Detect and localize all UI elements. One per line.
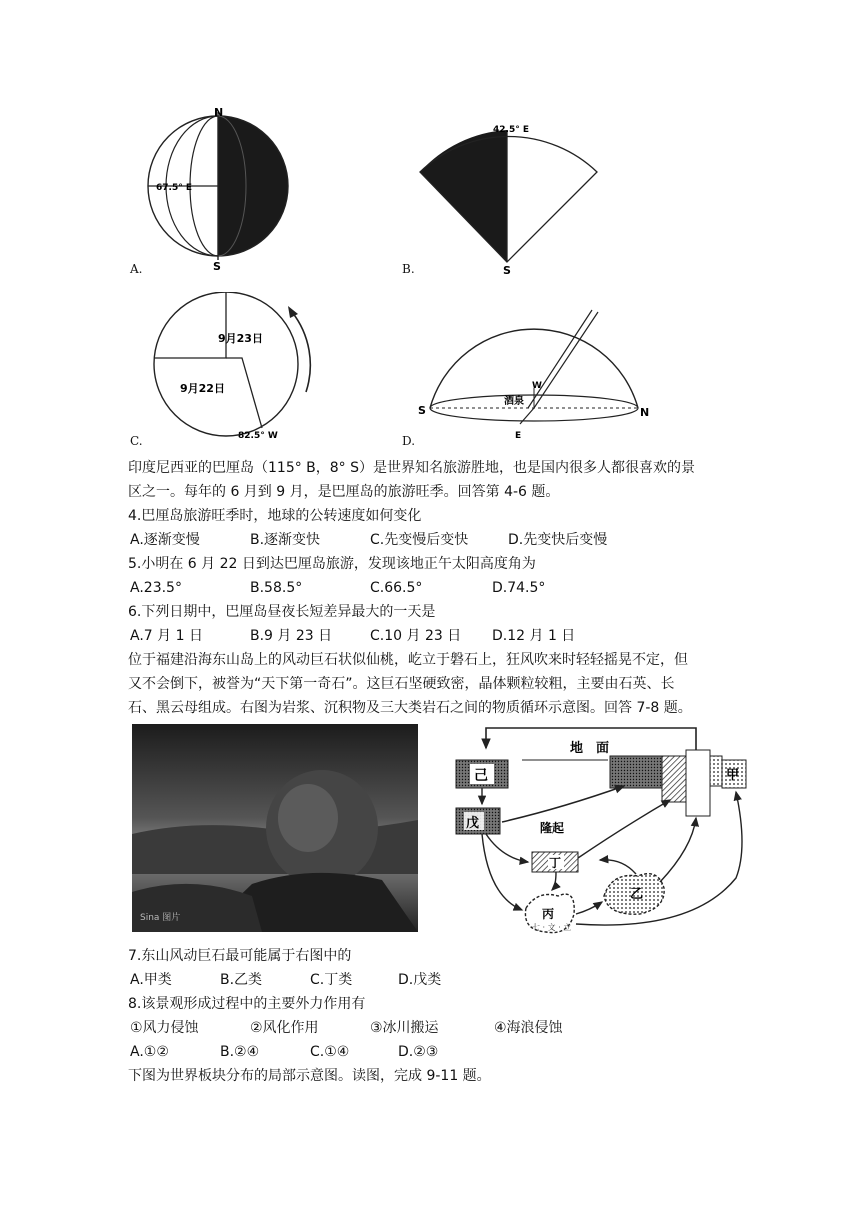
q8-item-2: ②风化作用 (250, 1020, 319, 1036)
figure-b-label: 42.5° E (493, 125, 529, 135)
intro1-line1: 印度尼西亚的巴厘岛（115° B，8° S）是世界知名旅游胜地，也是国内很多人都很喜欢的景 (128, 460, 696, 476)
figure-b-south: S (503, 264, 511, 277)
jia-label: 甲 (726, 768, 740, 783)
q8-item-3: ③冰川搬运 (370, 1020, 439, 1036)
q7-option-b[interactable]: B.乙类 (220, 972, 263, 988)
rock-photo (132, 724, 418, 932)
figure-a-letter: A. (130, 262, 143, 276)
wu-label: 戊 (466, 816, 480, 831)
question-8-stem: 8.该景观形成过程中的主要外力作用有 (128, 996, 366, 1012)
q5-option-d[interactable]: D.74.5° (492, 580, 546, 596)
q4-option-c[interactable]: C.先变慢后变快 (370, 532, 469, 548)
q8-item-4: ④海浪侵蚀 (494, 1020, 563, 1036)
q7-option-a[interactable]: A.甲类 (130, 972, 172, 988)
q6-option-d[interactable]: D.12 月 1 日 (492, 628, 576, 644)
figure-c-label-lon: 82.5° W (238, 431, 278, 441)
q4-option-d[interactable]: D.先变快后变慢 (508, 532, 608, 548)
figure-d-west: W (532, 381, 542, 391)
question-6-stem: 6.下列日期中，巴厘岛昼夜长短差异最大的一天是 (128, 604, 436, 620)
question-7-stem: 7.东山风动巨石最可能属于右图中的 (128, 948, 352, 964)
intro2-line2: 又不会倒下，被誉为“天下第一奇石”。这巨石坚硬致密，晶体颗粒较粗，主要由石英、长 (128, 676, 675, 692)
question-4-stem: 4.巴厘岛旅游旺季时，地球的公转速度如何变化 (128, 508, 422, 524)
figure-a-label: 67.5° E (156, 183, 192, 193)
figure-c (140, 292, 320, 442)
q8-option-d[interactable]: D.②③ (398, 1044, 439, 1060)
q5-option-b[interactable]: B.58.5° (250, 580, 303, 596)
ji-label: 己 (474, 768, 488, 784)
q6-option-b[interactable]: B.9 月 23 日 (250, 628, 333, 644)
figure-d-south: S (418, 404, 426, 417)
q8-item-1: ①风力侵蚀 (130, 1020, 199, 1036)
figure-c-label-sep22: 9月22日 (180, 382, 225, 395)
q8-option-c[interactable]: C.①④ (310, 1044, 350, 1060)
photo-caption: Sina 图片 (140, 913, 181, 923)
figure-c-label-sep23: 9月23日 (218, 332, 263, 345)
svg-text:七 · 文 · 立: 七 · 文 · 立 (532, 923, 572, 932)
figure-c-letter: C. (130, 434, 143, 448)
uplift-label: 隆起 (540, 821, 565, 835)
yi-label: 乙 (630, 887, 644, 902)
figure-b-night-sector (420, 130, 507, 262)
figure-d-east: E (515, 431, 522, 441)
q7-option-d[interactable]: D.戊类 (398, 972, 442, 988)
rock-cycle-diagram (452, 718, 762, 944)
figure-b (415, 112, 605, 278)
intro2-line1: 位于福建沿海东山岛上的风动巨石状似仙桃，屹立于磐石上，狂风吹来时轻轻摇晃不定，但 (128, 652, 688, 668)
figure-a-night-half (218, 116, 288, 256)
q6-option-c[interactable]: C.10 月 23 日 (370, 628, 462, 644)
q4-option-b[interactable]: B.逐渐变快 (250, 532, 321, 548)
q5-option-c[interactable]: C.66.5° (370, 580, 423, 596)
q6-option-a[interactable]: A.7 月 1 日 (130, 628, 203, 644)
q4-option-a[interactable]: A.逐渐变慢 (130, 532, 200, 548)
bing-label: 丙 (542, 907, 555, 921)
figure-d-letter: D. (402, 434, 416, 448)
q5-option-a[interactable]: A.23.5° (130, 580, 182, 596)
figure-b-letter: B. (402, 262, 415, 276)
rotation-arrow (292, 312, 310, 392)
q8-option-b[interactable]: B.②④ (220, 1044, 260, 1060)
figure-d-city: 酒泉 (504, 396, 524, 407)
question-5-stem: 5.小明在 6 月 22 日到达巴厘岛旅游，发现该地正午太阳高度角为 (128, 556, 536, 572)
q7-option-c[interactable]: C.丁类 (310, 972, 353, 988)
figure-a (140, 106, 300, 276)
figure-d-north: N (640, 406, 650, 419)
intro2-line3: 石、黑云母组成。右图为岩浆、沉积物及三大类岩石之间的物质循环示意图。回答 7-8 题。 (128, 700, 692, 716)
intro1-line2: 区之一。每年的 6 月到 9 月，是巴厘岛的旅游旺季。回答第 4-6 题。 (128, 484, 560, 500)
figure-d (408, 296, 658, 446)
q8-option-a[interactable]: A.①② (130, 1044, 169, 1060)
ground-label: 地 面 (570, 741, 610, 756)
ding-label: 丁 (549, 856, 562, 870)
closing-text: 下图为世界板块分布的局部示意图。读图，完成 9-11 题。 (128, 1068, 491, 1084)
figure-a-north: N (214, 106, 224, 119)
figure-a-south: S (213, 260, 221, 273)
